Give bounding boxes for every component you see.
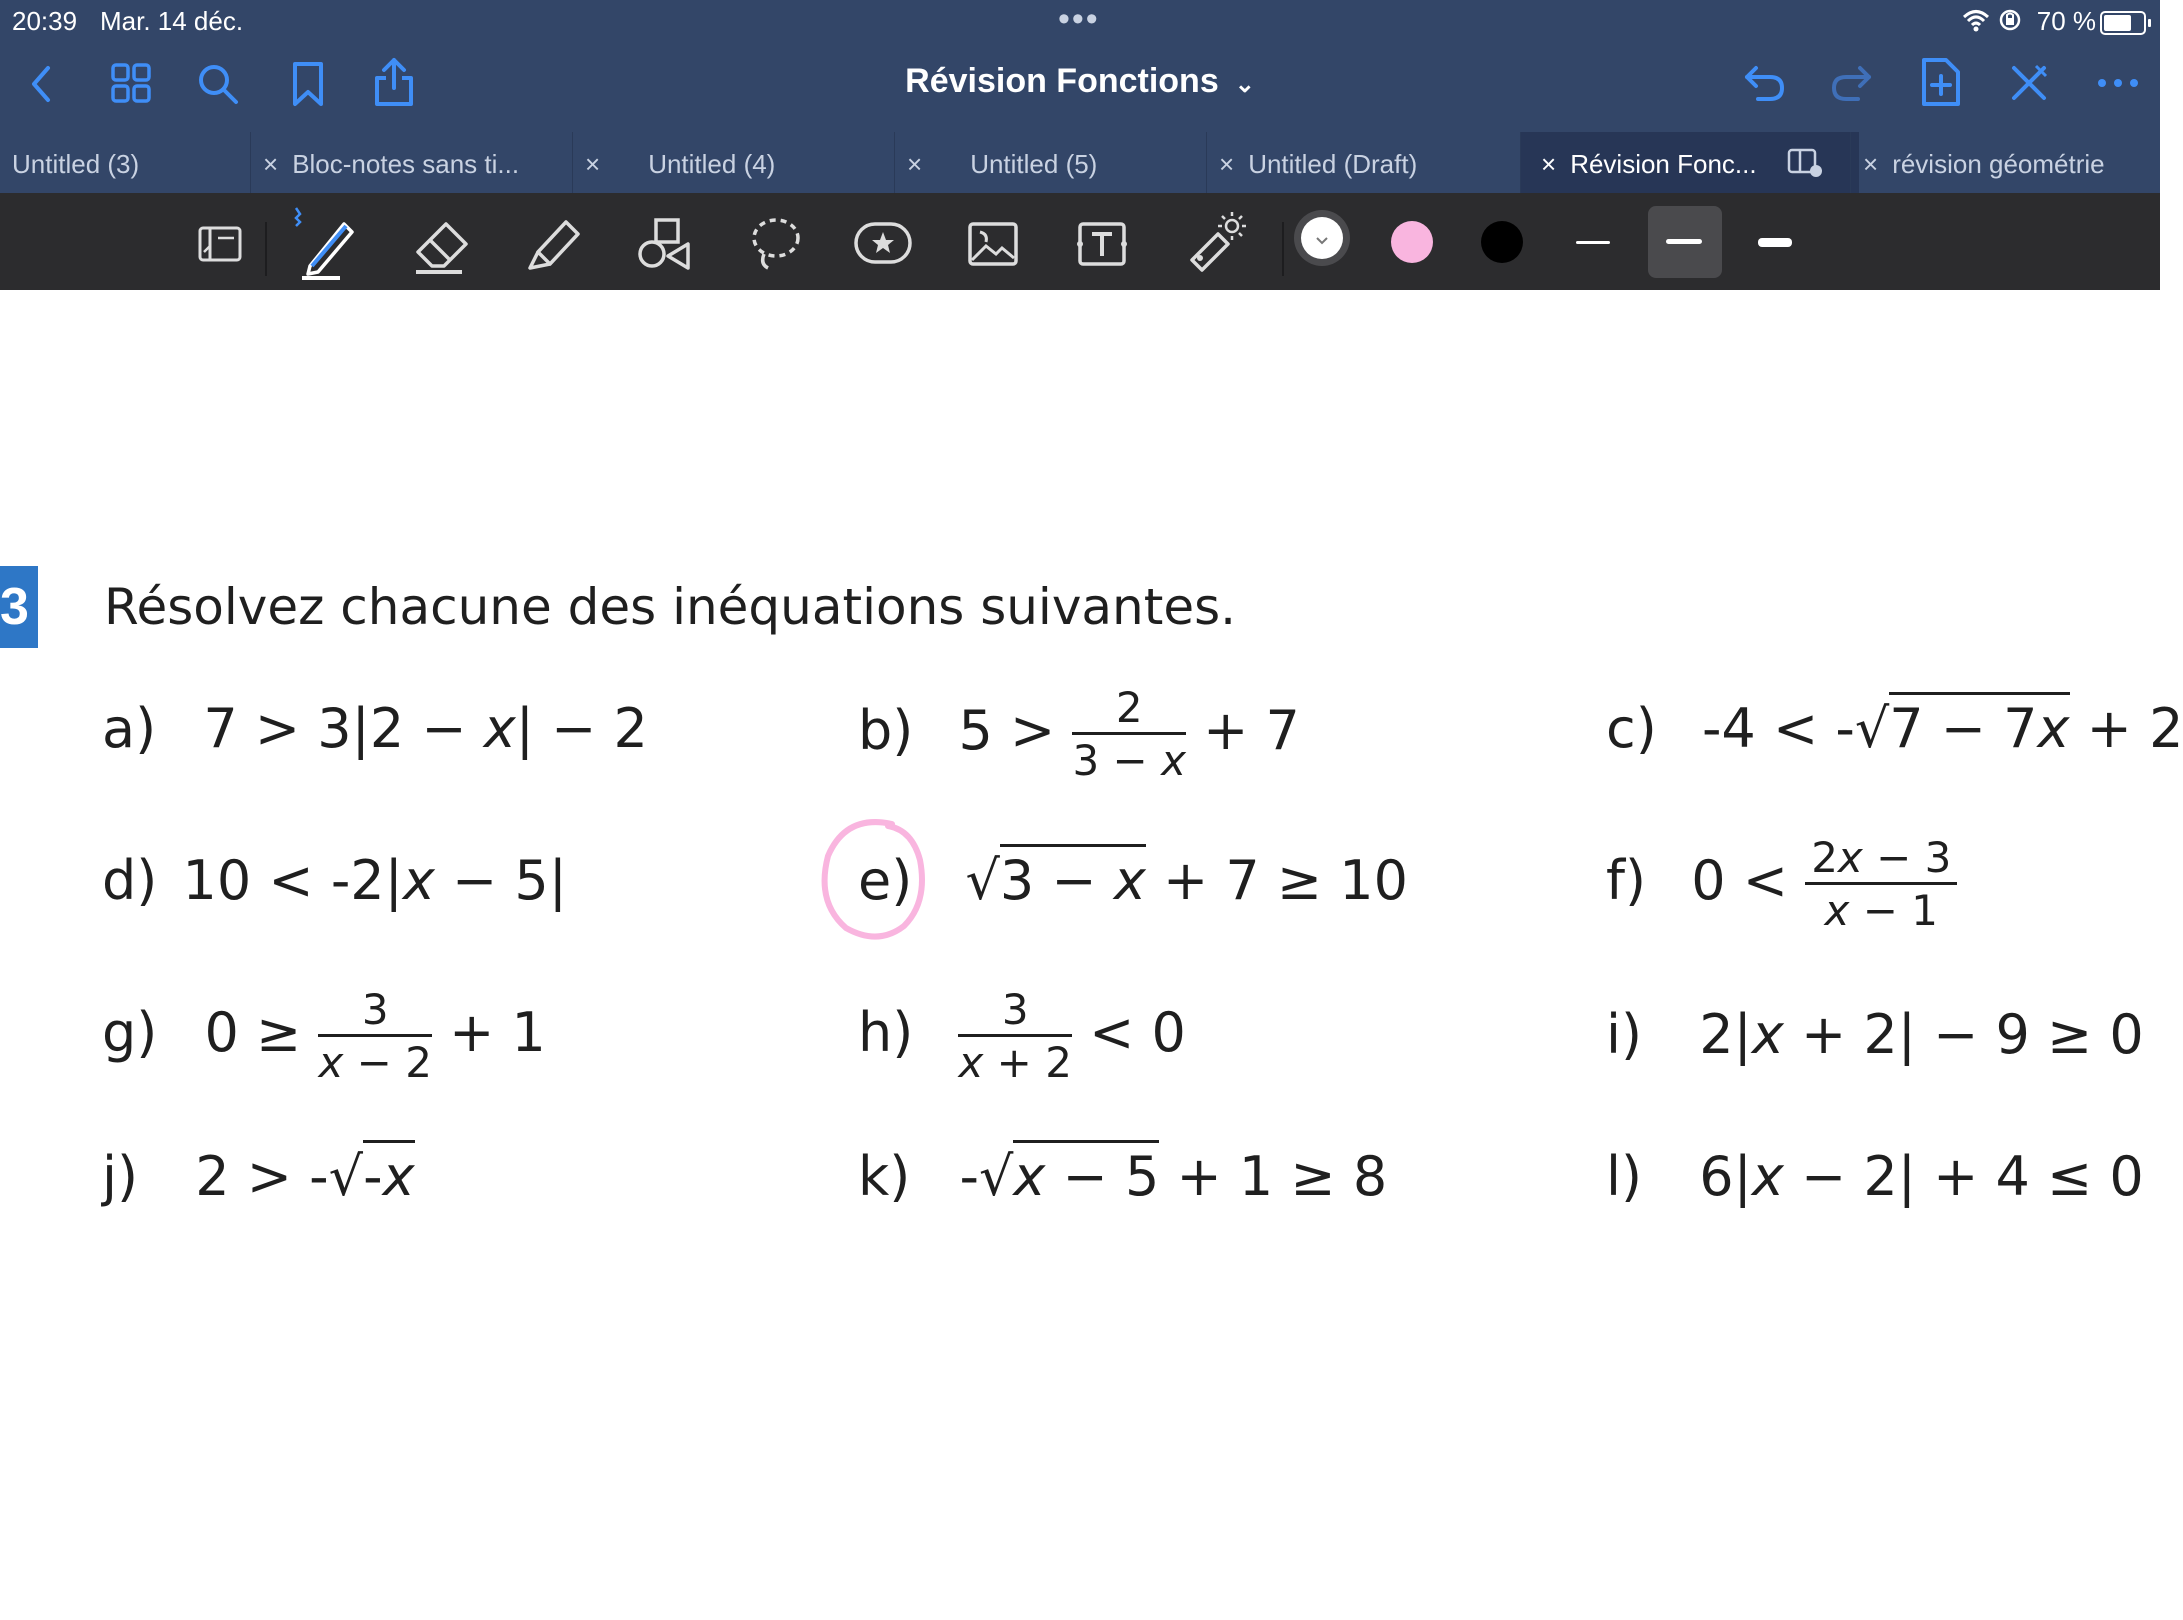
color-swatch-white[interactable] — [1292, 208, 1352, 268]
back-icon[interactable] — [24, 62, 60, 106]
eraser-icon[interactable] — [410, 212, 476, 278]
exercise-k: k) -√x − 5 + 1 ≥ 8 — [858, 1150, 1387, 1204]
bookmark-icon[interactable] — [290, 60, 326, 108]
battery-percent: 70 % — [2036, 6, 2096, 36]
image-icon[interactable] — [966, 218, 1020, 272]
exercise-i: i) 2|x + 2| − 9 ≥ 0 — [1606, 1003, 2144, 1066]
pen-icon[interactable] — [288, 206, 364, 282]
status-time: 20:39 — [12, 6, 78, 36]
document-title[interactable]: Révision Fonctions — [905, 62, 1219, 100]
sticker-icon[interactable] — [852, 218, 916, 270]
pink-circle-annotation[interactable] — [816, 816, 932, 946]
close-tab-icon[interactable]: × — [1863, 149, 1879, 179]
tab-bar — [0, 132, 2160, 193]
tab-revision-geometrie[interactable] — [1850, 132, 2173, 193]
read-mode-icon[interactable] — [196, 222, 246, 266]
exercise-e: e) √3 − x + 7 ≥ 10 — [858, 854, 1408, 908]
exercise-c: c) -4 < -√7 − 7x + 2 — [1606, 702, 2183, 756]
tab-label: Révision Fonc... — [1570, 149, 1757, 179]
search-icon[interactable] — [196, 62, 240, 106]
exercise-f: f) 0 < $\frac{2x - 3}{x - 1}$ — [1606, 836, 1957, 933]
tab-untitled-3[interactable] — [0, 132, 250, 193]
close-tab-icon[interactable]: × — [1541, 149, 1557, 179]
close-tab-icon[interactable]: × — [907, 149, 923, 179]
close-tab-icon[interactable]: × — [585, 149, 601, 179]
close-pen-icon[interactable] — [2008, 62, 2050, 104]
grid-icon[interactable] — [110, 62, 152, 104]
tab-bloc-notes[interactable] — [250, 132, 573, 193]
tab-label: révision géométrie — [1892, 149, 2105, 179]
shapes-icon[interactable] — [634, 214, 696, 276]
tab-label: Untitled (5) — [970, 149, 1098, 179]
exercise-number-badge: 3 — [0, 566, 38, 648]
instruction-text: Résolvez chacune des inéquations suivantes. — [104, 578, 1237, 636]
chevron-down-icon[interactable]: ⌄ — [1234, 71, 1255, 98]
tab-untitled-4[interactable] — [572, 132, 895, 193]
tab-label: Untitled (Draft) — [1248, 149, 1418, 179]
split-view-icon[interactable] — [1787, 148, 1823, 178]
tab-label: Untitled (4) — [648, 149, 776, 179]
toolbar-divider — [265, 222, 267, 276]
multitasking-dots-icon[interactable]: ••• — [1058, 0, 1100, 38]
wifi-icon — [1962, 8, 1990, 32]
exercise-j: j) 2 > -√-x — [102, 1150, 415, 1204]
orientation-lock-icon — [1998, 8, 2022, 32]
close-tab-icon[interactable]: × — [263, 149, 279, 179]
exercise-b: b) 5 > $\frac{2}{3 - x}$ + 7 — [858, 683, 1300, 786]
color-swatch-black[interactable] — [1480, 220, 1524, 264]
stroke-width-thin[interactable] — [1574, 228, 1614, 258]
battery-icon — [2100, 11, 2146, 35]
exercise-h: h) $\frac{3}{x + 2}$ < 0 — [858, 985, 1186, 1088]
undo-icon[interactable] — [1742, 62, 1786, 104]
color-swatch-pink[interactable] — [1390, 220, 1434, 264]
highlighter-icon[interactable] — [524, 212, 586, 274]
more-icon[interactable] — [2096, 76, 2140, 90]
share-icon[interactable] — [372, 56, 416, 108]
tab-untitled-5[interactable] — [894, 132, 1207, 193]
stroke-width-medium-selected[interactable] — [1648, 206, 1722, 278]
tab-label: Bloc-notes sans ti... — [292, 149, 520, 179]
exercise-d: d) 10 < -2|x − 5| — [102, 849, 567, 912]
close-tab-icon[interactable]: × — [1219, 149, 1235, 179]
exercise-l: l) 6|x − 2| + 4 ≤ 0 — [1606, 1145, 2144, 1208]
exercise-a: a) 7 > 3|2 − x| − 2 — [102, 697, 648, 760]
tab-label: Untitled (3) — [12, 149, 140, 179]
tab-revision-fonctions[interactable] — [1520, 132, 1859, 193]
stroke-width-thick[interactable] — [1756, 228, 1796, 258]
lasso-icon[interactable] — [746, 214, 806, 274]
status-date: Mar. 14 déc. — [100, 6, 244, 36]
text-icon[interactable] — [1074, 218, 1130, 272]
exercise-g: g) 0 ≥ $\frac{3}{x - 2}$ + 1 — [102, 985, 546, 1088]
toolbar-divider — [1282, 222, 1284, 276]
add-page-icon[interactable] — [1920, 56, 1962, 108]
tab-untitled-draft[interactable] — [1206, 132, 1521, 193]
laser-pointer-icon[interactable] — [1182, 210, 1250, 276]
redo-icon[interactable] — [1830, 62, 1874, 104]
